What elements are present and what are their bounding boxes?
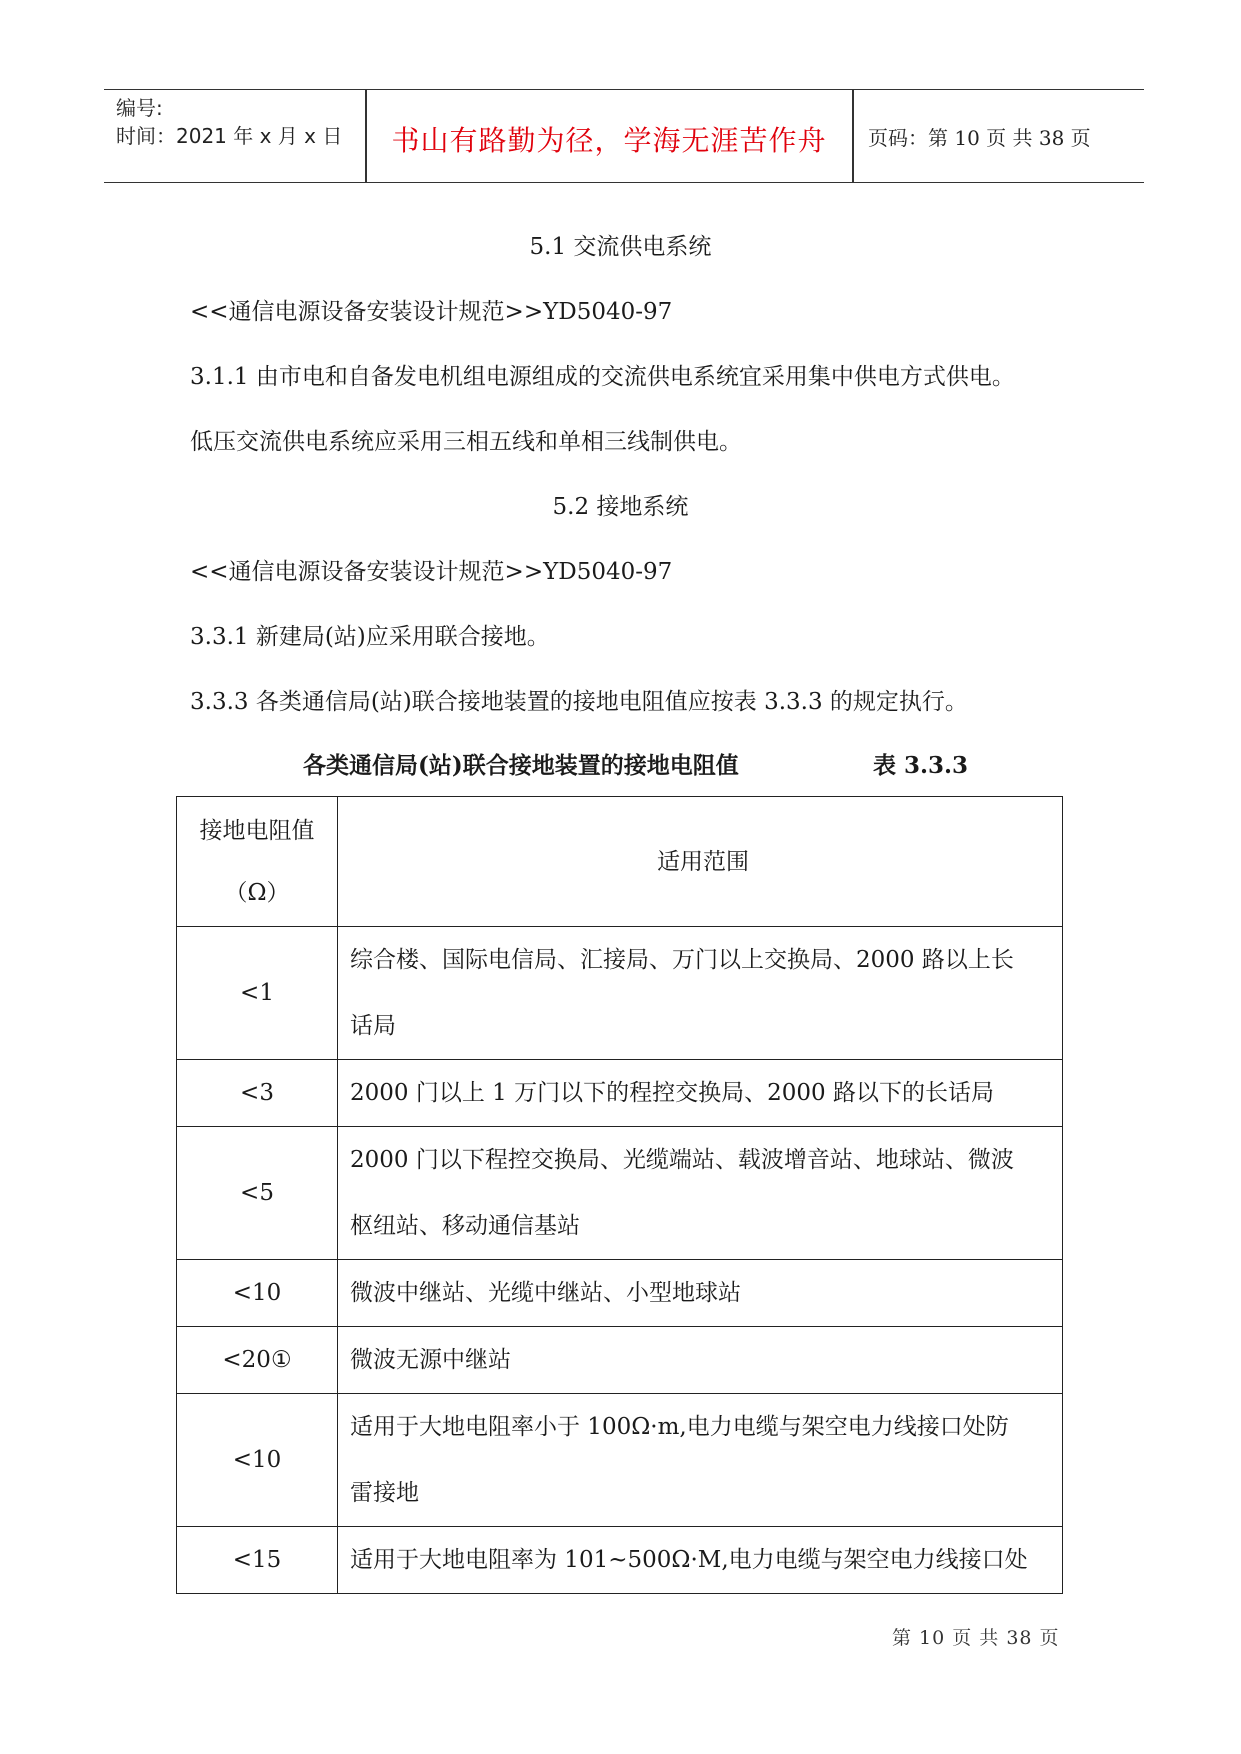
scope-line: 微波无源中继站 bbox=[350, 1347, 511, 1373]
table-row bbox=[177, 1127, 1063, 1260]
table-row bbox=[177, 1260, 1063, 1327]
header-meta bbox=[116, 94, 342, 150]
header-scope-label: 适用范围 bbox=[657, 848, 749, 875]
resistance-value: <15 bbox=[177, 1527, 338, 1594]
reference-line: <<通信电源设备安装设计规范>>YD5040-97 bbox=[190, 299, 673, 325]
grounding-resistance-table bbox=[176, 796, 1063, 1594]
paragraph: 3.1.1 由市电和自备发电机组电源组成的交流供电系统宜采用集中供电方式供电。 bbox=[190, 364, 1015, 390]
scope-cell bbox=[338, 1060, 1063, 1127]
page-footer: 第 10 页 共 38 页 bbox=[892, 1627, 1060, 1649]
document-number-label: 编号: bbox=[116, 96, 163, 120]
scope-line: 2000 门以上 1 万门以下的程控交换局、2000 路以下的长话局 bbox=[350, 1080, 994, 1106]
resistance-value: <20① bbox=[177, 1327, 338, 1394]
resistance-value: <1 bbox=[177, 927, 338, 1060]
scope-cell bbox=[338, 1260, 1063, 1327]
scope-cell bbox=[338, 927, 1063, 1060]
scope-line: 微波中继站、光缆中继站、小型地球站 bbox=[350, 1280, 741, 1306]
resistance-value: <10 bbox=[177, 1260, 338, 1327]
table-caption: 各类通信局(站)联合接地装置的接地电阻值 bbox=[303, 752, 739, 779]
scope-line: 适用于大地电阻率为 101~500Ω·M,电力电缆与架空电力线接口处 bbox=[350, 1547, 1028, 1573]
resistance-value: <5 bbox=[177, 1127, 338, 1260]
section-heading-5-2: 5.2 接地系统 bbox=[552, 494, 689, 520]
scope-line: 雷接地 bbox=[350, 1480, 419, 1506]
scope-line: 话局 bbox=[350, 1013, 396, 1039]
table-header-cell bbox=[177, 797, 338, 927]
document-time-label: 时间：2021 年 x 月 x 日 bbox=[116, 124, 343, 148]
scope-cell bbox=[338, 1327, 1063, 1394]
table-row bbox=[177, 1327, 1063, 1394]
table-row bbox=[177, 927, 1063, 1060]
paragraph: 3.3.3 各类通信局(站)联合接地装置的接地电阻值应按表 3.3.3 的规定执行。 bbox=[190, 689, 968, 715]
page-header bbox=[104, 89, 1144, 183]
table-caption-ref: 表 3.3.3 bbox=[873, 752, 969, 779]
resistance-value: <3 bbox=[177, 1060, 338, 1127]
scope-line: 枢纽站、移动通信基站 bbox=[350, 1213, 580, 1239]
section-heading-5-1: 5.1 交流供电系统 bbox=[529, 234, 712, 260]
scope-cell bbox=[338, 1127, 1063, 1260]
scope-cell bbox=[338, 1394, 1063, 1527]
header-motto: 书山有路勤为径，学海无涯苦作舟 bbox=[391, 124, 827, 157]
scope-cell bbox=[338, 1527, 1063, 1594]
resistance-value: <10 bbox=[177, 1394, 338, 1527]
paragraph: 低压交流供电系统应采用三相五线和单相三线制供电。 bbox=[190, 429, 742, 455]
scope-line: 适用于大地电阻率小于 100Ω·m,电力电缆与架空电力线接口处防 bbox=[350, 1414, 1009, 1440]
header-resistance-label: 接地电阻值 bbox=[199, 817, 315, 844]
table-row bbox=[177, 1394, 1063, 1527]
table-header-cell bbox=[338, 797, 1063, 927]
scope-line: 综合楼、国际电信局、汇接局、万门以上交换局、2000 路以上长 bbox=[350, 947, 1014, 973]
reference-line: <<通信电源设备安装设计规范>>YD5040-97 bbox=[190, 559, 673, 585]
table-header-row bbox=[177, 797, 1063, 927]
header-unit-label: （Ω） bbox=[224, 879, 290, 906]
scope-line: 2000 门以下程控交换局、光缆端站、载波增音站、地球站、微波 bbox=[350, 1147, 1014, 1173]
paragraph: 3.3.1 新建局(站)应采用联合接地。 bbox=[190, 624, 550, 650]
table-row bbox=[177, 1060, 1063, 1127]
header-divider bbox=[852, 90, 854, 182]
header-page-number: 页码：第 10 页 共 38 页 bbox=[868, 126, 1091, 150]
table-row bbox=[177, 1527, 1063, 1594]
